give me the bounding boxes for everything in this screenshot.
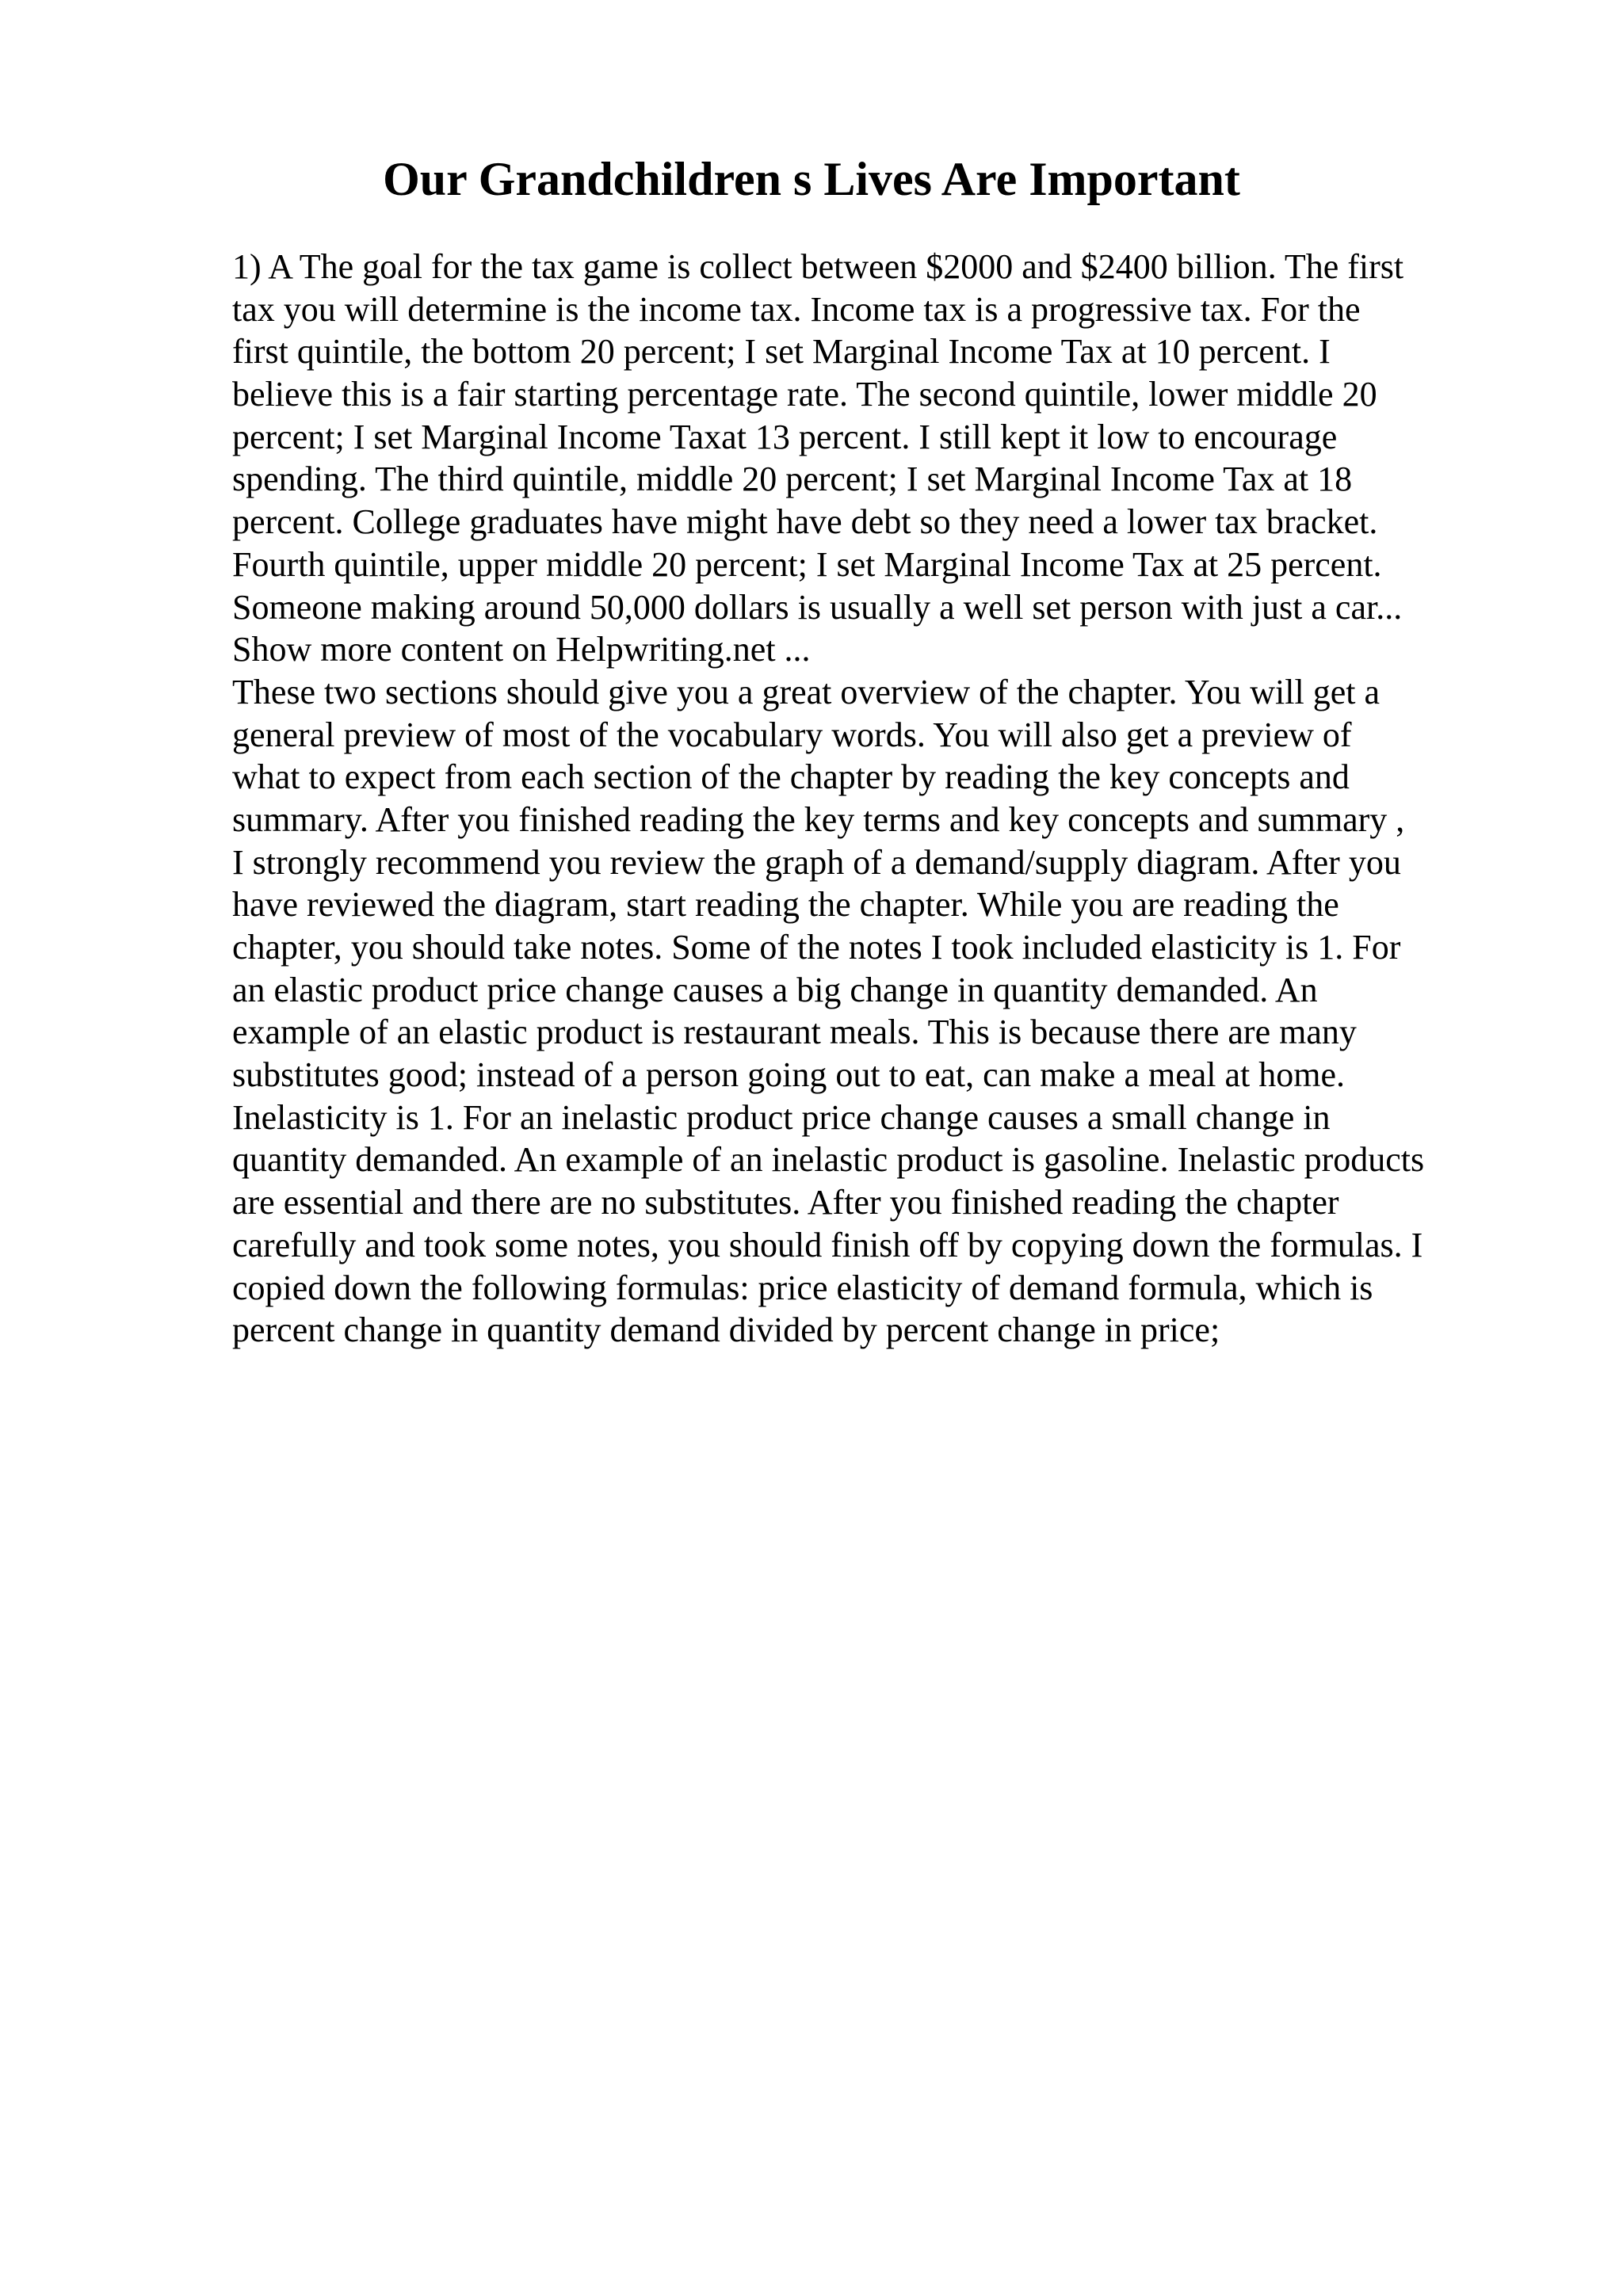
body-line: example of an elastic product is restaurant meals. This is because there are many xyxy=(232,1013,1357,1052)
body-line: have reviewed the diagram, start reading the chapter. While you are reading the xyxy=(232,885,1339,925)
body-line: Inelasticity is 1. For an inelastic product price change causes a small change in xyxy=(232,1097,1331,1137)
body-line: what to expect from each section of the chapter by reading the key concepts and xyxy=(232,757,1350,797)
body-line: tax you will determine is the income tax. Income tax is a progressive tax. For the xyxy=(232,289,1361,329)
body-line: first quintile, the bottom 20 percent; I set Marginal Income Tax at 10 percent. I xyxy=(232,332,1331,372)
document-body xyxy=(232,246,1595,1352)
body-line: copied down the following formulas: price elasticity of demand formula, which is xyxy=(232,1268,1373,1307)
body-line: Fourth quintile, upper middle 20 percent; I set Marginal Income Tax at 25 percent. xyxy=(232,544,1382,584)
body-line: percent change in quantity demand divided by percent change in price; xyxy=(232,1310,1220,1350)
body-line: substitutes good; instead of a person going out to eat, can make a meal at home. xyxy=(232,1055,1345,1095)
body-line: quantity demanded. An example of an inelastic product is gasoline. Inelastic products xyxy=(232,1140,1425,1180)
body-line: summary. After you finished reading the key terms and key concepts and summary , xyxy=(232,799,1405,839)
document-title: Our Grandchildren s Lives Are Important xyxy=(383,153,1240,205)
body-line: 1) A The goal for the tax game is collect between $2000 and $2400 billion. The first xyxy=(232,247,1404,286)
show-more-link[interactable]: Show more content on Helpwriting.net ... xyxy=(232,630,811,669)
body-line: percent; I set Marginal Income Taxat 13 percent. I still kept it low to encourage xyxy=(232,417,1338,456)
body-line: general preview of most of the vocabulary words. You will also get a preview of xyxy=(232,715,1352,754)
body-line: These two sections should give you a great overview of the chapter. You will get a xyxy=(232,672,1381,711)
body-line: chapter, you should take notes. Some of the notes I took included elasticity is 1. For xyxy=(232,928,1401,967)
body-line: an elastic product price change causes a big change in quantity demanded. An xyxy=(232,970,1318,1009)
body-line: I strongly recommend you review the graph of a demand/supply diagram. After you xyxy=(232,842,1401,882)
body-line: carefully and took some notes, you should finish off by copying down the formulas. I xyxy=(232,1225,1423,1264)
body-line: Someone making around 50,000 dollars is usually a well set person with just a car... xyxy=(232,587,1403,627)
body-line: percent. College graduates have might have debt so they need a lower tax bracket. xyxy=(232,502,1378,542)
body-line: spending. The third quintile, middle 20 percent; I set Marginal Income Tax at 18 xyxy=(232,460,1353,499)
body-line: are essential and there are no substitutes. After you finished reading the chapter xyxy=(232,1183,1339,1222)
body-line: believe this is a fair starting percentage rate. The second quintile, lower middle 20 xyxy=(232,375,1377,414)
